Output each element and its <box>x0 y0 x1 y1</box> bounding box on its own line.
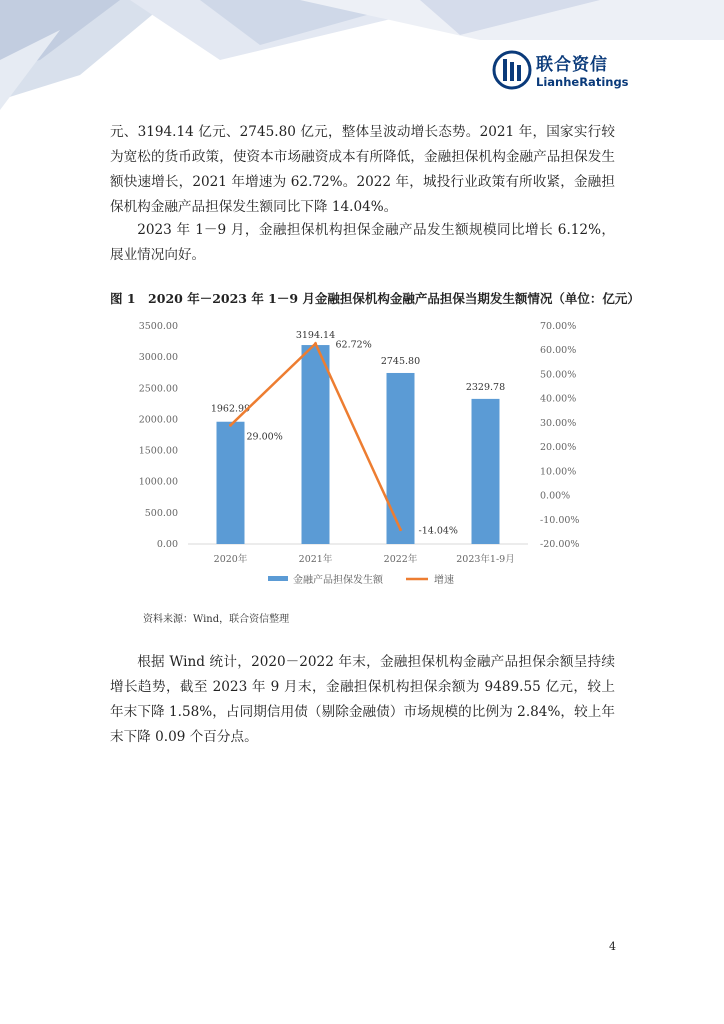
legend-bar-swatch <box>268 576 288 581</box>
paragraph-growth-trend: 元、3194.14 亿元、2745.80 亿元，整体呈波动增长态势。2021 年，国家实行较为宽松的货币政策，使资本市场融资成本有所降低，金融担保机构金融产品担保发生额快速增长，2021 年增速为 62.72%。2022 年，城投行业政策有所收紧，金融担保机构金融产品担保发生额同比下降 14.04%。 <box>110 124 615 215</box>
y-left-tick-label: 3500.00 <box>138 321 178 332</box>
x-tick-label: 2023年1-9月 <box>456 554 515 565</box>
lianhe-logo <box>492 50 629 94</box>
y-right-tick-label: 70.00% <box>540 321 577 332</box>
guarantee-amount-chart <box>110 312 620 597</box>
y-right-tick-label: 50.00% <box>540 369 577 381</box>
line-data-label: 29.00% <box>246 431 283 443</box>
x-tick-label: 2020年 <box>213 554 248 565</box>
growth-rate-point <box>314 342 317 345</box>
bar <box>217 422 245 544</box>
legend-line-label: 增速 <box>434 575 454 586</box>
logo-chinese-name: 联合资信 <box>536 55 608 75</box>
figure-title: 图 1 2020 年－2023 年 1－9 月金融担保机构金融产品担保当期发生额情况（单位：亿元） <box>110 291 640 306</box>
growth-rate-point <box>229 424 232 427</box>
data-source: 资料来源：Wind，联合资信整理 <box>143 614 290 625</box>
bar <box>387 373 415 544</box>
lianhe-logo-icon <box>492 50 532 90</box>
growth-rate-point <box>399 528 402 531</box>
y-right-tick-label: -10.00% <box>540 514 580 526</box>
y-right-tick-label: 10.00% <box>540 466 577 478</box>
bar <box>472 399 500 544</box>
page-number: 4 <box>609 940 616 953</box>
bar-data-label: 1962.99 <box>210 403 251 415</box>
paragraph-2023-growth: 2023 年 1－9 月，金融担保机构担保金融产品发生额规模同比增长 6.12%，展业情况向好。 <box>110 222 615 263</box>
bar-data-label: 3194.14 <box>295 330 336 342</box>
y-left-tick-label: 2000.00 <box>138 414 178 426</box>
y-right-tick-label: 60.00% <box>540 345 577 357</box>
x-tick-label: 2021年 <box>298 554 333 565</box>
line-data-label: -14.04% <box>418 525 458 537</box>
logo-english-name: LianheRatings <box>536 75 629 89</box>
y-right-tick-label: 0.00% <box>540 490 571 502</box>
y-right-tick-label: -20.00% <box>540 539 580 550</box>
y-left-tick-label: 1000.00 <box>138 476 178 488</box>
y-right-tick-label: 40.00% <box>540 393 577 405</box>
paragraph-guarantee-balance: 根据 Wind 统计，2020－2022 年末，金融担保机构金融产品担保余额呈持续增长趋势，截至 2023 年 9 月末，金融担保机构担保余额为 9489.55 亿元，较上年末下降 1.58%，占同期信用债（剔除金融债）市场规模的比例为 2.84%，较上年末下降 0.09 个百分点。 <box>110 654 615 745</box>
legend-bar-label: 金融产品担保发生额 <box>293 575 383 586</box>
y-right-tick-label: 30.00% <box>540 417 577 429</box>
y-left-tick-label: 2500.00 <box>138 383 178 395</box>
x-tick-label: 2022年 <box>383 554 418 565</box>
y-right-tick-label: 20.00% <box>540 442 577 454</box>
bar-data-label: 2745.80 <box>380 355 421 367</box>
y-left-tick-label: 500.00 <box>144 507 178 519</box>
y-left-tick-label: 0.00 <box>156 539 178 550</box>
bar-data-label: 2329.78 <box>465 381 506 393</box>
y-left-tick-label: 1500.00 <box>138 445 178 457</box>
bar <box>302 345 330 544</box>
y-left-tick-label: 3000.00 <box>138 352 178 364</box>
line-data-label: 62.72% <box>335 339 372 351</box>
